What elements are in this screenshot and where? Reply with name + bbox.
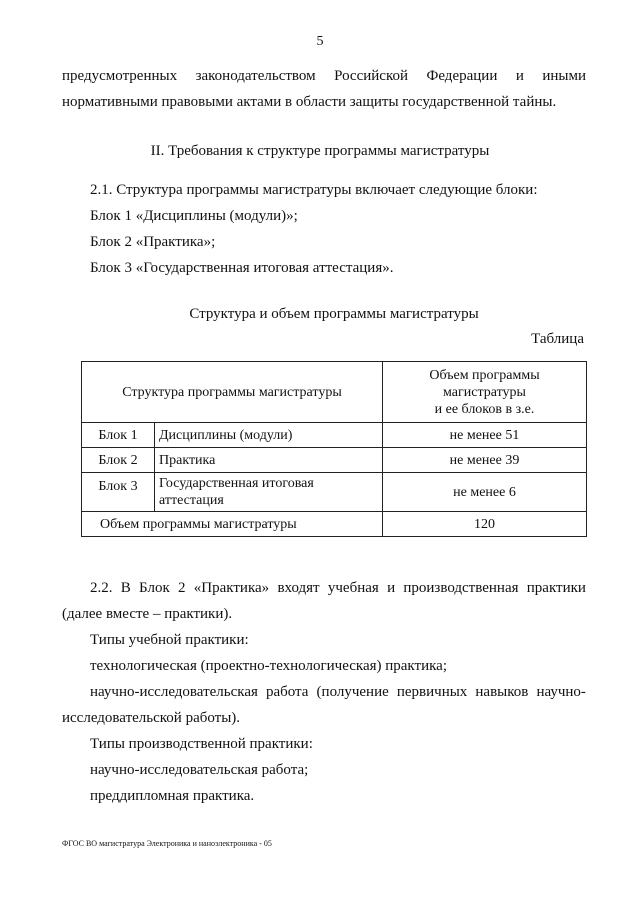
table-label: Таблица [531, 331, 584, 347]
total-label: Объем программы магистратуры [82, 512, 383, 537]
block-item: Блок 2 «Практика»; [90, 234, 216, 250]
practice-word: В [120, 580, 131, 596]
study-type-item: технологическая (проектно-технологическая) практика; [90, 658, 447, 674]
intro-word: предусмотренных [62, 68, 178, 84]
practice-word: 2 [178, 580, 186, 596]
study-type-2-line-1 [62, 679, 586, 705]
cell-value: не менее 6 [383, 473, 587, 512]
block-item: Блок 3 «Государственная итоговая аттестация». [90, 260, 394, 276]
practice-line-1 [62, 575, 586, 601]
cell-name: Дисциплины (модули) [155, 423, 383, 448]
blocks-list [62, 177, 586, 281]
study-type-2-line-2: исследовательской работы). [62, 710, 241, 726]
cell-name: Государственная итоговая аттестация [155, 473, 383, 512]
study-word: (получение [316, 684, 389, 700]
practice-line-2: (далее вместе – практики). [62, 606, 233, 622]
header-volume [383, 362, 587, 423]
production-type-item: преддипломная практика. [90, 788, 255, 804]
practice-word: учебная [327, 580, 379, 596]
total-value: 120 [383, 512, 587, 537]
table-row [82, 423, 587, 448]
header-volume-line: магистратуры [443, 384, 526, 400]
table-header-row [82, 362, 587, 423]
intro-line-2: нормативными правовыми актами в области защиты государственной тайны. [62, 94, 557, 110]
production-type-item: научно-исследовательская работа; [90, 762, 309, 778]
header-structure: Структура программы магистратуры [82, 362, 383, 423]
footer-text: ФГОС ВО магистратура Электроника и наноэлектроника - 05 [62, 839, 272, 848]
intro-word: законодательством [195, 68, 316, 84]
header-volume-line: и ее блоков в з.е. [434, 401, 535, 417]
practice-word: Блок [139, 580, 170, 596]
table-total-row [82, 512, 587, 537]
practice-word: практики [526, 580, 586, 596]
structure-table [81, 361, 587, 537]
study-word: научно-исследовательская [90, 684, 258, 700]
intro-word: Федерации [426, 68, 498, 84]
practice-word: 2.2. [90, 580, 113, 596]
study-word: навыков [475, 684, 529, 700]
study-types-heading: Типы учебной практики: [90, 632, 249, 648]
practice-word: и [387, 580, 396, 596]
cell-name: Практика [155, 448, 383, 473]
table-row [82, 473, 587, 512]
cell-value: не менее 51 [383, 423, 587, 448]
production-types-heading: Типы производственной практики: [90, 736, 313, 752]
practice-word: входят [277, 580, 320, 596]
intro-word: иными [542, 68, 586, 84]
block-item: Блок 1 «Дисциплины (модули)»; [90, 208, 298, 224]
intro-word: Российской [334, 68, 409, 84]
study-word: работа [265, 684, 309, 700]
blocks-intro: 2.1. Структура программы магистратуры включает следующие блоки: [90, 182, 538, 198]
cell-value: не менее 39 [383, 448, 587, 473]
study-word: первичных [396, 684, 468, 700]
page-number: 5 [316, 34, 324, 49]
study-word: научно- [536, 684, 586, 700]
practice-section [62, 575, 586, 809]
cell-block: Блок 3 [82, 473, 155, 512]
cell-block: Блок 1 [82, 423, 155, 448]
header-volume-line: Объем программы [429, 367, 540, 383]
cell-block: Блок 2 [82, 448, 155, 473]
intro-word: и [515, 68, 524, 84]
section-title: II. Требования к структуре программы магистратуры [150, 143, 490, 159]
intro-line-1 [62, 63, 586, 89]
intro-paragraph [62, 63, 586, 115]
practice-word: «Практика» [193, 580, 270, 596]
table-title: Структура и объем программы магистратуры [189, 306, 479, 322]
table-row [82, 448, 587, 473]
practice-word: производственная [403, 580, 519, 596]
